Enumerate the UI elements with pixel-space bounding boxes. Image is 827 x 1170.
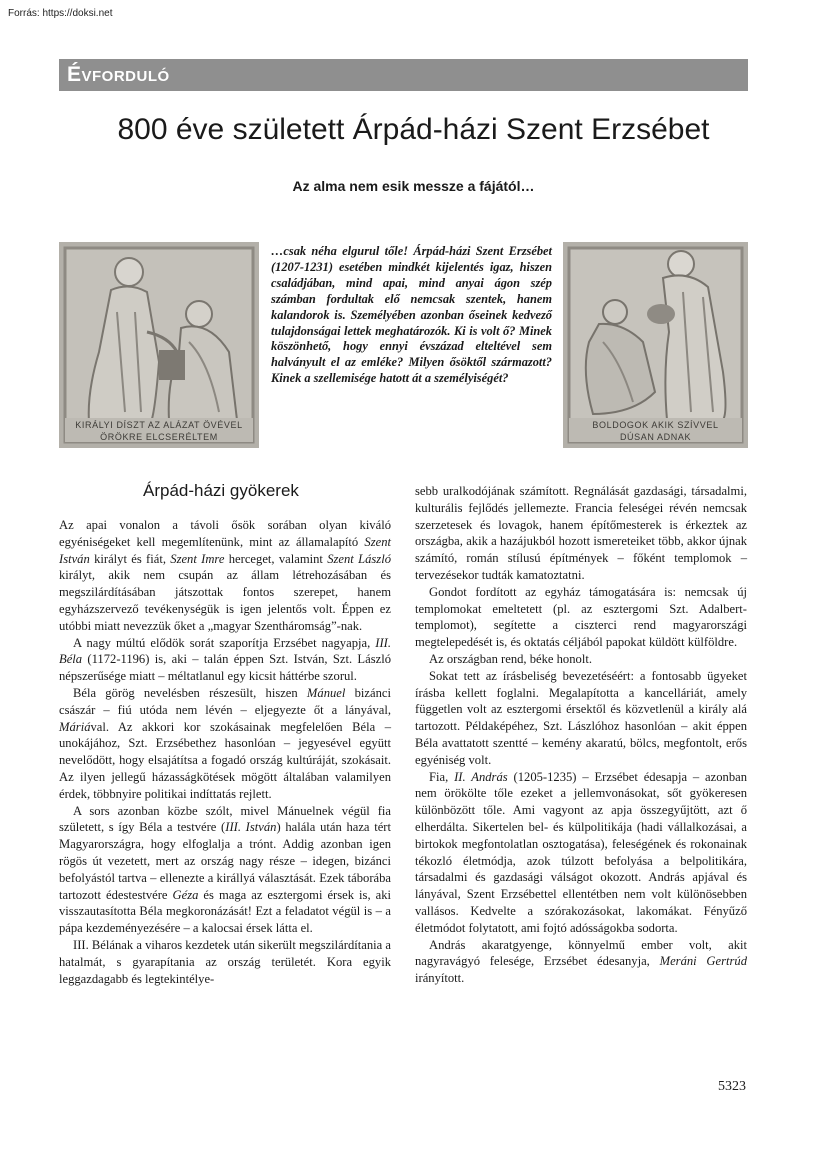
body-paragraph: Fia, II. András (1205-1235) – Erzsébet édesapja – azonban nem örökölte tőle ezeket a jellemvonásokat, sőt gyökeresen különbözött tőle. Ami vagyont az apja összegyűjtött, azt ő elherdálta. Sikertelen bel- és külpolitikája (hadi vállalkozásai, a birtokok megfontolatlan osztogatása), feleségének és rokonainak tékozló életmódja, azok túlzott befolyása a belpolitikára, társadalmi és gazdasági válságot okozott. András apjával és lányával, Szent Erzsébettel ellentétben nem volt különösebben vallásos. Kedvelte a szórakozásokat, lakomákat. Fényűző életmódot folytatott, ami fojtó adósságokba sodorta. xyxy=(415,769,748,935)
section-heading: Árpád-házi gyökerek xyxy=(143,481,299,500)
relief-image-right xyxy=(563,242,748,448)
relief-left-caption-line1: KIRÁLYI DÍSZT AZ ALÁZAT ÖVÉVEL xyxy=(75,420,243,430)
article-subtitle: Az alma nem esik messze a fájától… xyxy=(292,178,535,194)
source-line: Forrás: https://doksi.net xyxy=(8,8,113,19)
page-number: 5323 xyxy=(718,1079,746,1094)
body-paragraph: A sors azonban közbe szólt, mivel Mánuelnek végül fia született, s így Béla a testvére (III. István) halála után haza tért Magyarországra, hogy elfoglalja a trónt. Addig azonban igen rögös út vezetett, mert az ország nagy része – idegen, bizánci befolyástól tartva – ellenezte a királlyá választását. Ezek táborába tartozott édestestvére Géza és maga az esztergomi érsek is, aki visszautasította Béla megkoronázását! Ezt a feladatot végül is – a pápa kezdeményezésére – a kalocsai érsek látta el. xyxy=(59,803,391,936)
article-column-left xyxy=(59,480,391,987)
relief-right-caption-line2: DÚSAN ADNAK xyxy=(619,432,692,442)
body-paragraph: Béla görög nevelésben részesült, hiszen Mánuel bizánci császár – fiú utóda nem lévén – eljegyezte őt a lányával, Máriával. Az akkori kor szokásainak megfelelően Béla – unokájához, Szt. Erzsébethez hasonlóan – jegyesével együtt nevelődött, hogy elsajátítsa a fogadó ország kultúráját, szokásait. Az ilyen jellegű házasságkötések mögött általában valamilyen érdek, többnyire politikai indíttatás rejlett. xyxy=(59,685,391,801)
body-paragraph: A nagy múltú elődök sorát szaporítja Erzsébet nagyapja, III. Béla (1172-1196) is, aki – talán éppen Szt. István, Szt. László népszerűsége miatt – méltatlanul egy kicsit háttérbe szorul. xyxy=(59,635,391,684)
article-title: 800 éve született Árpád-házi Szent Erzsébet xyxy=(117,113,710,146)
article-column-right xyxy=(415,483,747,987)
body-paragraph: András akaratgyenge, könnyelmű ember volt, akit nagyravágyó felesége, Erzsébet édesanyja, Meráni Gertrúd irányított. xyxy=(415,937,747,986)
relief-left-caption-line2: ÖRÖKRE ELCSERÉLTEM xyxy=(100,432,218,442)
relief-image-left xyxy=(59,242,259,448)
intro-text: …csak néha elgurul tőle! Árpád-házi Szent Erzsébet (1207-1231) esetében mindkét kijelentés igaz, hiszen családjában, mind apai, mind anyai ágon szép számban fordultak elő nemcsak szentek, hanem kalandorok is. Személyében azonban őseinek kedvező tulajdonságai lettek meghatározók. Ki is volt ő? Minek köszönhető, hogy ennyi évszázad elteltével sem halványult el az emléke? Milyen ősöktől származott? Kinek a szellemisége hatott át a személyiségét? xyxy=(271,244,552,386)
relief-right-illustration xyxy=(563,242,748,448)
relief-left-illustration xyxy=(59,242,259,448)
intro-lead-paragraph xyxy=(271,244,552,387)
body-paragraph: sebb uralkodójának számított. Regnálását gazdasági, társadalmi, kulturális fejlődés jellemezte. Francia feleségei révén nemcsak szerzetesek és lovagok, hanem építőmesterek is érkeztek az országba, akik a hazájukból hozott ismereteiket több, akkor újnak számító, román stílusú építmények – főként templomok – tervezésekor tudták kamatoztatni. xyxy=(415,484,747,582)
relief-right-caption-line1: BOLDOGOK AKIK SZÍVVEL xyxy=(592,420,719,430)
section-banner xyxy=(59,59,748,91)
body-paragraph: III. Bélának a viharos kezdetek után sikerült megszilárdítania a hatalmát, s gyarapítania az ország területét. Kora egyik leggazdagabb és legtekintélye- xyxy=(59,937,391,986)
body-paragraph: Gondot fordított az egyház támogatására is: nemcsak új templomokat emeltetett (pl. az esztergomi Szt. Adalbert-templomot), segítette a ciszterci rend magyarországi megtelepedését is, és oktatás céljából papokat küldött külföldre. xyxy=(415,584,747,650)
body-paragraph: Az apai vonalon a távoli ősök sorában olyan kiváló egyéniségeket kell megemlítenünk, mint az államalapító Szent István királyt és fiát, Szent Imre herceget, valamint Szent László királyt, akik nem csupán az állam létrehozásában és megszilárdításában játszottak fontos szerepet, hanem egyházszervező tevékenységük is igen jelentős volt. Éppen ez utóbbi miatt nevezzük őket a „magyar Szentháromság”-nak. xyxy=(59,518,391,633)
section-banner-label: Évforduló xyxy=(67,63,170,86)
body-paragraph: Az országban rend, béke honolt. xyxy=(429,651,592,666)
body-paragraph: Sokat tett az írásbeliség bevezetéséért: a fontosabb ügyeket írásba kellett foglalni. Megalapította a kancelláriát, amely független volt az esztergomi érsektől és közvetlenül a király alá tartozott. Példaképéhez, Szt. Lászlóhoz hasonlóan – akit éppen Béla avattatott szentté – kemény akaratú, bölcs, megfontolt, erős egyéniség volt. xyxy=(415,668,747,767)
